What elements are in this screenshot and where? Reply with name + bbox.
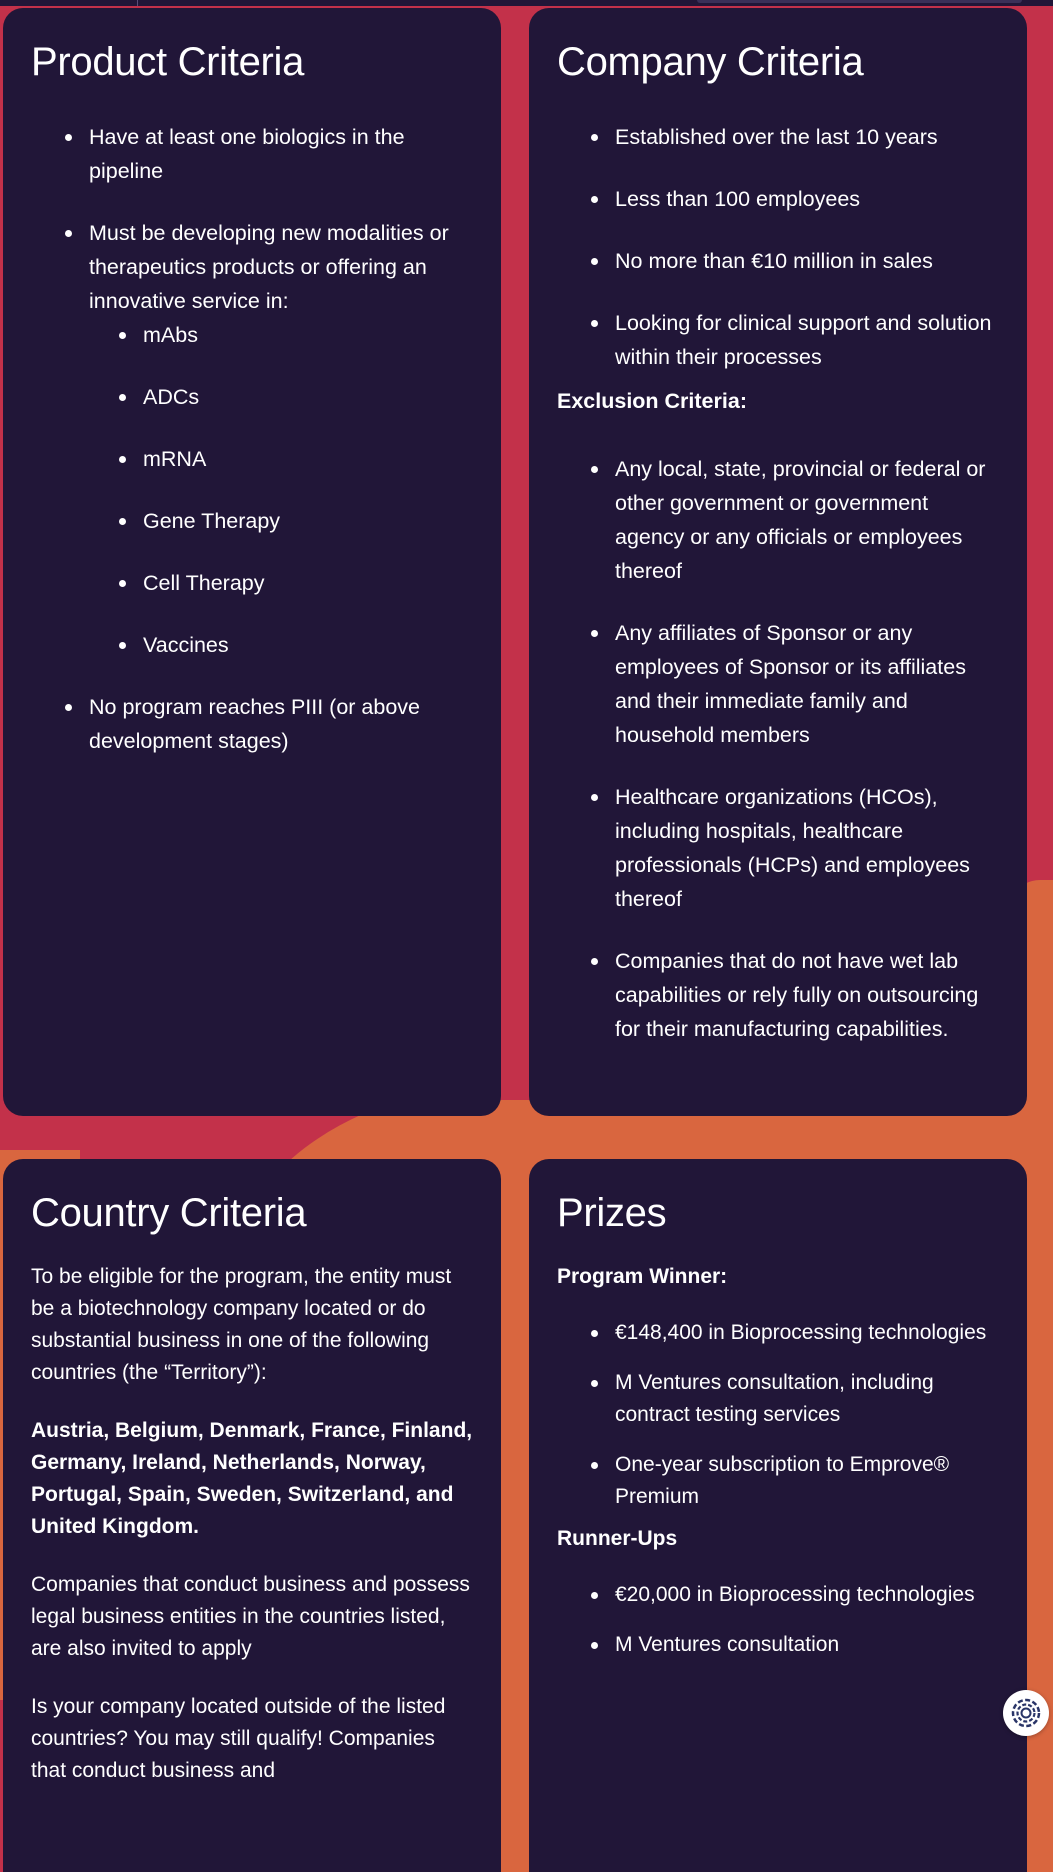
list-item: mAbs: [143, 318, 473, 352]
list-item: Any local, state, provincial or federal or other government or government agency or any officials or employees thereof: [615, 452, 999, 588]
list-item: Vaccines: [143, 628, 473, 662]
list-item: Companies that do not have wet lab capabilities or rely fully on outsourcing for their manufacturing capabilities.: [615, 944, 999, 1046]
list-item: Established over the last 10 years: [615, 120, 999, 154]
company-criteria-title: Company Criteria: [557, 40, 864, 84]
list-item: Any affiliates of Sponsor or any employees of Sponsor or its affiliates and their immediate family and household members: [615, 616, 999, 752]
country-list: Austria, Belgium, Denmark, France, Finland, Germany, Ireland, Netherlands, Norway, Portugal, Spain, Sweden, Switzerland, and United Kingdom.: [31, 1419, 473, 1538]
country-outside: Is your company located outside of the listed countries? You may still qualify! Companies that conduct business and: [31, 1695, 446, 1782]
country-criteria-card: [3, 1159, 501, 1872]
list-item: €20,000 in Bioprocessing technologies: [615, 1579, 999, 1611]
program-winner-label: Program Winner:: [557, 1265, 728, 1288]
list-item: One-year subscription to Emprove® Premium: [615, 1449, 999, 1513]
prizes-title: Prizes: [557, 1191, 667, 1235]
list-item: Healthcare organizations (HCOs), including hospitals, healthcare professionals (HCPs) and employees thereof: [615, 780, 999, 916]
product-criteria-card: [3, 8, 501, 1116]
list-item: Have at least one biologics in the pipeline: [89, 120, 473, 188]
company-criteria-card: [529, 8, 1027, 1116]
list-item: Looking for clinical support and solution within their processes: [615, 306, 999, 374]
country-criteria-title: Country Criteria: [31, 1191, 307, 1235]
list-item: ADCs: [143, 380, 473, 414]
list-item: Cell Therapy: [143, 566, 473, 600]
list-item-text: Must be developing new modalities or therapeutics products or offering an innovative service in:: [89, 221, 449, 313]
list-item: €148,400 in Bioprocessing technologies: [615, 1317, 999, 1349]
list-item: Less than 100 employees: [615, 182, 999, 216]
list-item: No program reaches PIII (or above development stages): [89, 690, 473, 758]
list-item: mRNA: [143, 442, 473, 476]
product-criteria-title: Product Criteria: [31, 40, 305, 84]
modality-list: [87, 318, 473, 662]
exclusion-criteria-label: Exclusion Criteria:: [557, 389, 747, 413]
list-item: M Ventures consultation, including contract testing services: [615, 1367, 999, 1431]
list-item: Gene Therapy: [143, 504, 473, 538]
top-nav-bar: [0, 0, 1053, 6]
accessibility-icon: [1011, 1698, 1041, 1728]
runner-ups-label: Runner-Ups: [557, 1527, 678, 1550]
list-item: [89, 216, 473, 662]
prizes-card: [529, 1159, 1027, 1872]
country-intro: To be eligible for the program, the entity must be a biotechnology company located or do substantial business in one of the following countries (the “Territory”):: [31, 1265, 452, 1384]
country-note: Companies that conduct business and possess legal business entities in the countries listed, are also invited to apply: [31, 1573, 470, 1660]
list-item: No more than €10 million in sales: [615, 244, 999, 278]
nav-search-field[interactable]: [697, 0, 1022, 3]
accessibility-button[interactable]: [1003, 1690, 1049, 1736]
list-item: M Ventures consultation: [615, 1629, 999, 1661]
